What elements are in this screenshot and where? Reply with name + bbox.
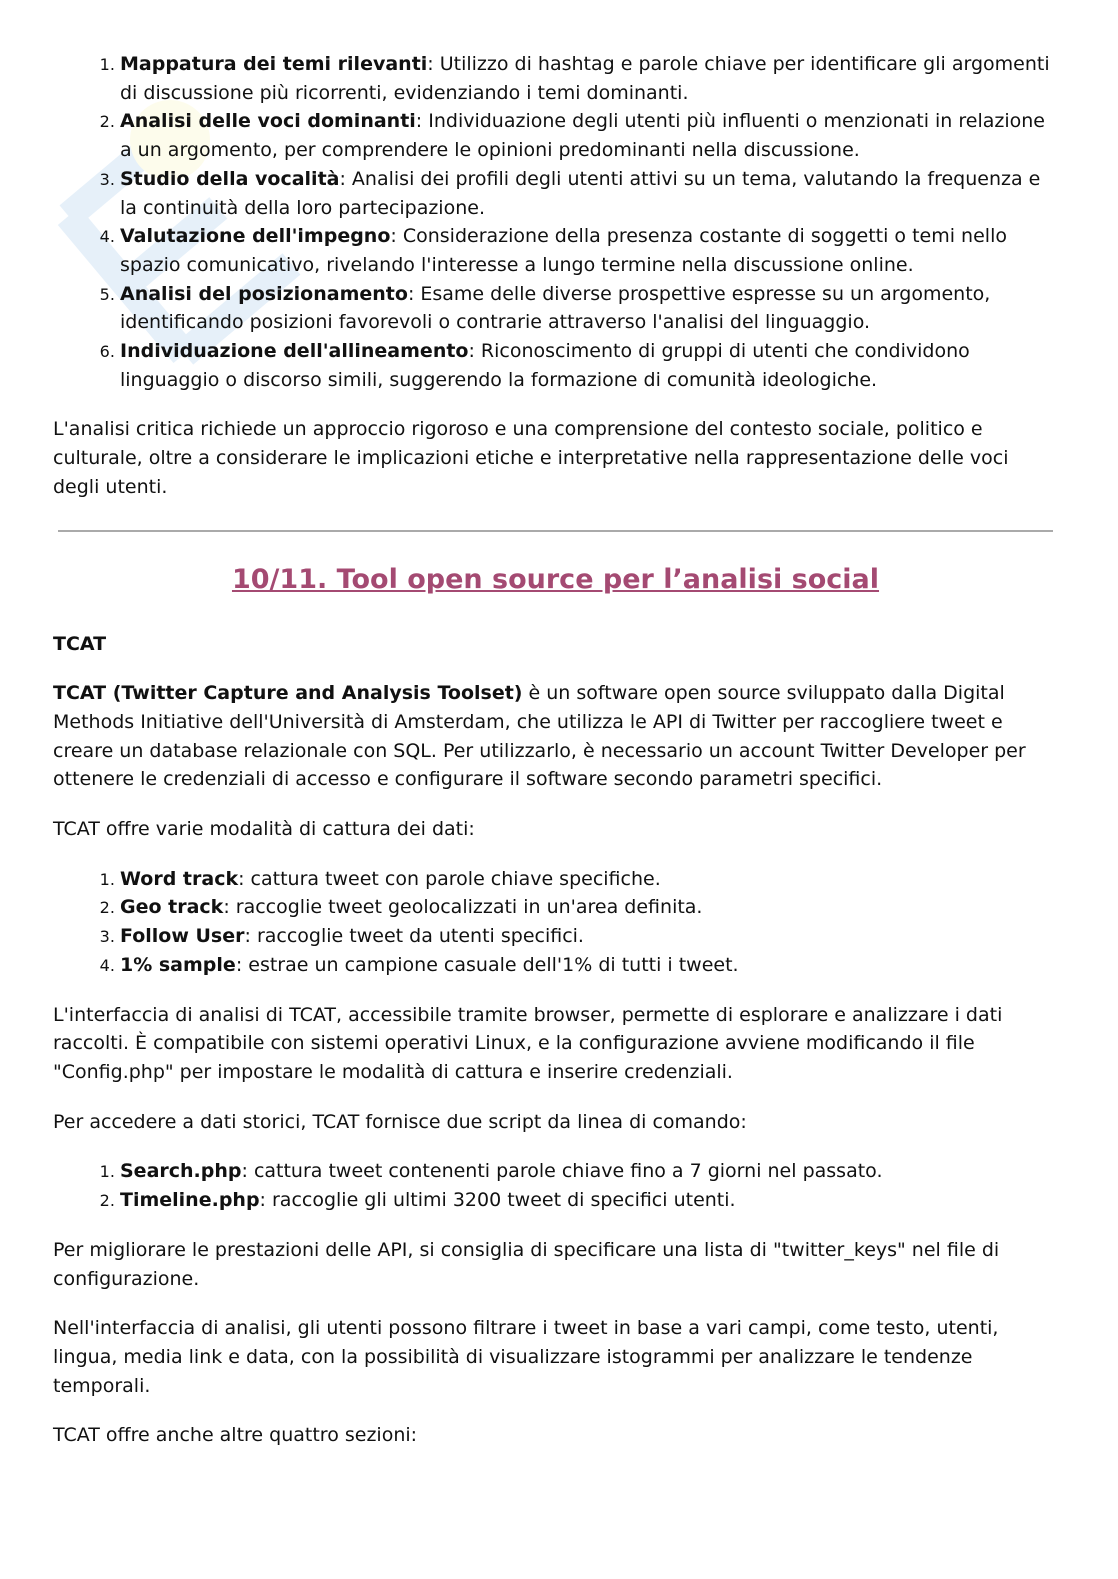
section-heading: 10/11. Tool open source per l’analisi social (231, 563, 880, 595)
list-item-text: : raccoglie tweet da utenti specifici. (244, 925, 584, 948)
list-item-text: : raccoglie gli ultimi 3200 tweet di specifici utenti. (259, 1189, 736, 1212)
list-item-term: Analisi del posizionamento (120, 282, 408, 305)
list-item-term: Geo track (120, 896, 224, 919)
bold-term: TCAT (Twitter Capture and Analysis Toolset) (53, 682, 523, 705)
list-item-term: Mappatura dei temi rilevanti (120, 53, 428, 75)
list-item-text: : Esame delle diverse prospettive espresse su un argomento, identificando posizioni favorevoli o contrarie attraverso l'analisi del linguaggio. (120, 282, 991, 334)
list-item (120, 222, 1058, 279)
list-item-term: Timeline.php (120, 1189, 260, 1212)
list-item (120, 893, 1058, 922)
list-item (120, 951, 1058, 980)
list-item-text: : Considerazione della presenza costante di soggetti o temi nello spazio comunicativo, rivelando l'interesse a lungo termine nella discussione online. (120, 225, 1007, 276)
list-item (120, 107, 1058, 164)
list-item-text: : cattura tweet con parole chiave specifiche. (238, 867, 661, 890)
paragraph: TCAT offre anche altre quattro sezioni: (53, 1424, 418, 1447)
list-item (120, 337, 1058, 394)
list-item-term: Search.php (120, 1160, 242, 1183)
list-item-term: Analisi delle voci dominanti (120, 110, 416, 133)
subheading: TCAT (53, 632, 107, 655)
paragraph: TCAT offre varie modalità di cattura dei dati: (53, 818, 475, 841)
list-item-term: Follow User (120, 925, 245, 948)
list-item-text: : estrae un campione casuale dell'1% di tutti i tweet. (235, 953, 739, 976)
list-item-term: Word track (120, 867, 239, 890)
list-item-text: : cattura tweet contenenti parole chiave fino a 7 giorni nel passato. (241, 1160, 883, 1183)
list-item (120, 865, 1058, 894)
list-item-text: : Individuazione degli utenti più influenti o menzionati in relazione a un argomento, per comprendere le opinioni predominanti nella discussione. (120, 110, 1045, 162)
paragraph: L'interfaccia di analisi di TCAT, accessibile tramite browser, permette di esplorare e analizzare i dati raccolti. È compatibile con sistemi operativi Linux, e la configurazione avviene modificando il file "Config.php" per impostare le modalità di cattura e inserire credenziali. (53, 1003, 1003, 1083)
paragraph: Per migliorare le prestazioni delle API, si consiglia di specificare una lista di "twitter_keys" nel file di configurazione. (53, 1238, 1000, 1290)
scripts-list (53, 1157, 1058, 1214)
list-item (120, 280, 1058, 337)
paragraph: L'analisi critica richiede un approccio rigoroso e una comprensione del contesto sociale, politico e culturale, oltre a considerare le implicazioni etiche e interpretative nella rappresentazione delle voci degli utenti. (53, 418, 1009, 498)
list-item-term: Valutazione dell'impegno (120, 225, 391, 248)
list-item-term: Studio della vocalità (120, 167, 340, 190)
document-page (53, 50, 1058, 1471)
list-item (120, 922, 1058, 951)
list-item-term: Individuazione dell'allineamento (120, 340, 469, 363)
capture-modes-list (53, 865, 1058, 980)
list-item (120, 1186, 1058, 1215)
paragraph: Per accedere a dati storici, TCAT fornisce due script da linea di comando: (53, 1110, 747, 1133)
list-item (120, 50, 1058, 107)
list-item-text: : Riconoscimento di gruppi di utenti che condividono linguaggio o discorso simili, suggerendo la formazione di comunità ideologiche. (120, 340, 970, 391)
list-item (120, 165, 1058, 222)
divider (58, 530, 1053, 532)
list-item-term: 1% sample (120, 953, 236, 976)
list-item-text: : Analisi dei profili degli utenti attivi su un tema, valutando la frequenza e la continuità della loro partecipazione. (120, 167, 1041, 219)
list-item (120, 1157, 1058, 1186)
list-item-text: : Utilizzo di hashtag e parole chiave per identificare gli argomenti di discussione più ricorrenti, evidenziando i temi dominanti. (120, 53, 1050, 104)
paragraph: Nell'interfaccia di analisi, gli utenti possono filtrare i tweet in base a vari campi, come testo, utenti, lingua, media link e data, con la possibilità di visualizzare istogrammi per analizzare le tendenze temporali. (53, 1317, 999, 1397)
analysis-steps-list (53, 50, 1058, 394)
paragraph: TCAT (Twitter Capture and Analysis Toolset) è un software open source sviluppato dalla Digital Methods Initiative dell'Università di Amsterdam, che utilizza le API di Twitter per raccogliere tweet e creare un database relazionale con SQL. Per utilizzarlo, è necessario un account Twitter Developer per ottenere le credenziali di accesso e configurare il software secondo parametri specifici. (53, 682, 1026, 791)
list-item-text: : raccoglie tweet geolocalizzati in un'area definita. (223, 896, 703, 919)
